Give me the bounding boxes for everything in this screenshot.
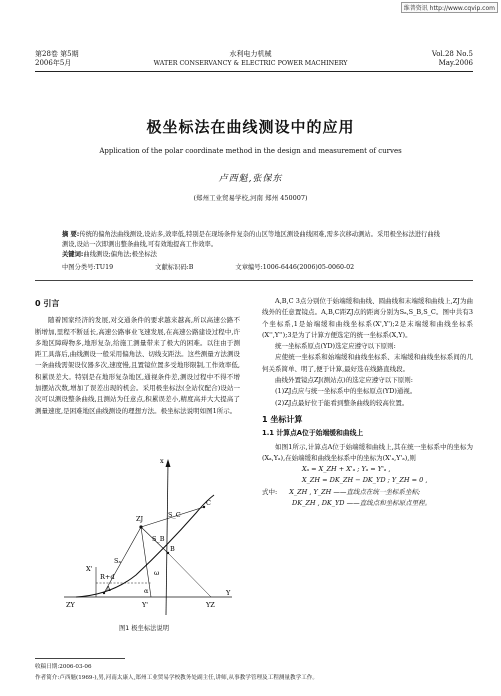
point-c (203, 506, 205, 508)
formula-3-row (262, 487, 473, 498)
paragraph-points: A,B,C 3点分别位于始端缓和曲线、圆曲线和末端缓和曲线上,ZJ为曲线外的任意置镜点。A,B,C距ZJ点的距离分别为Sₐ,S_B,S_C。图中共有3个坐标系,1是始端缓和曲线坐标系(X',Y');2是末端缓和曲线坐标系(X'',Y'');3是为了计算方便选定的统一坐标系(X,Y)。 (262, 297, 473, 339)
section-heading-1: 1 坐标计算 (262, 414, 303, 424)
axis-x-unified (166, 463, 168, 615)
label-zy: ZY (66, 601, 75, 609)
right-column (262, 296, 473, 509)
footnote-rule (35, 658, 125, 659)
keywords-label: 关键词: (62, 251, 84, 258)
paragraph-rule-2: (2)ZJ点最好位于能看到整条曲线的较高位置。 (275, 398, 409, 407)
label-a: A (106, 585, 111, 593)
label-b: B (170, 545, 175, 553)
label-yz: YZ (206, 601, 215, 609)
label-sc: S_C (168, 511, 181, 519)
subsection-heading-1-1: 1.1 计算点A位于始端缓和曲线上 (262, 429, 364, 438)
point-a (103, 592, 105, 594)
header-rule (35, 71, 473, 72)
abstract (62, 230, 442, 260)
label-y: Y (226, 589, 231, 597)
label-c: C (206, 499, 211, 507)
formula-3-label: 式中: (262, 487, 278, 496)
paper-title-en: Application of the polar coordinate method in the design and measurement of curves (99, 147, 402, 155)
abstract-text: 传统的偏角法曲线测设,设站多,效率低,特别是在现场条件复杂的山区等地区测设曲线困难,需多次移动测站。采用极坐标法进行曲线测设,设站一次即测出整条曲线,可有效地提高工作效率。 (62, 231, 440, 248)
formula-1: Xₐ = X_ZH + X'ₐ ; Yₐ = Y'ₐ , (302, 465, 391, 474)
label-omega: ω (154, 569, 160, 577)
volume-en: Vol.28 No.5 (431, 50, 473, 58)
label-rd: R+d (100, 573, 115, 581)
header-center (0, 50, 501, 68)
label-zj: ZJ (136, 515, 144, 523)
paragraph-origin-detail: 应使统一坐标系和始端缓和曲线坐标系、末端缓和曲线坐标系间的几何关系简单、明了,便于计算,最好选在线路直线段。 (262, 353, 473, 373)
label-alpha: α (144, 587, 149, 595)
formula-3: X_ZH , Y_ZH ——直线点在统一坐标系坐标; (289, 487, 421, 496)
date-en: May.2006 (438, 59, 473, 67)
keywords: 曲线测设;偏角法;极坐标法 (83, 251, 157, 258)
affiliation: (郑州工业贸易学校,河南 郑州 450007) (193, 194, 308, 202)
line-yz (168, 553, 211, 597)
authors: 卢西魁,张保东 (218, 174, 283, 184)
label-yprime: Y' (142, 601, 149, 609)
watermark: 维普资讯 http://www.cqvip.com (401, 2, 498, 13)
journal-cn: 水利电力机械 (229, 50, 272, 58)
volume-cn: 第28卷 第5期 (35, 50, 79, 58)
journal-en: WATER CONSERVANCY & ELECTRIC POWER MACHINERY (153, 60, 348, 67)
label-sb: S_B (152, 535, 165, 543)
left-column (35, 298, 240, 417)
formula-2: X_ZH = DK_ZH − DK_YD ; Y_ZH = 0 , (302, 476, 428, 485)
abstract-label: 摘 要: (62, 231, 80, 238)
point-zj (139, 525, 142, 528)
paragraph-station-rule: 曲线外置镜点ZJ(测站点)的选定应遵守以下原则: (275, 376, 413, 385)
figure-caption: 图1 极坐标法说明 (118, 625, 170, 632)
label-sa: Sₐ (114, 557, 121, 565)
document-code: 文献标识码:B (155, 264, 194, 271)
classification-row (62, 262, 462, 271)
paragraph-rule-1: (1)ZJ点应与统一坐标系中的坐标原点(YD)通视。 (275, 387, 417, 396)
formula-4: DK_ZH , DK_YD ——直线点和坐标原点里程。 (292, 499, 432, 508)
date-cn: 2006年5月 (35, 59, 72, 67)
paragraph-point-a: 如图1所示,计算点A位于始端缓和曲线上,其在统一坐标系中的坐标为(Xₐ,Yₐ),在始端缓和曲线坐标系中的坐标为(X'ₐ,Y'ₐ),则 (262, 442, 473, 462)
label-xprime: X' (86, 565, 93, 573)
clc-number: 中图分类号:TU19 (62, 264, 114, 271)
label-x: x (160, 457, 164, 465)
figure-polar-diagram (56, 455, 236, 621)
intro-heading: 0 引言 (35, 299, 60, 308)
footnote-author: 作者简介:卢西魁(1969-),男,河南太康人,郑州工业贸易学校教务处副主任,讲师,从事教学管理及工程测量教学工作。 (35, 675, 318, 681)
header-right (432, 50, 473, 68)
paragraph-origin-rule: 统一坐标系原点(YD)选定应遵守以下原则: (275, 342, 396, 351)
article-number: 文章编号:1006-6446(2006)05-0060-02 (235, 264, 355, 271)
intro-paragraph: 随着国家经济的发展,对交通条件的要求越来越高,所以高速公路不断增加,里程不断延长,高速公路事业飞速发展,在高速公路建设过程中,许多地区障碍物多,地形复杂,给施工测量带来了极大的困难。以往由于测距工具落后,曲线测设一般采用偏角法、切线支距法。这些测量方法测设一条曲线需架设仪器多次,速度慢,且置镜位置多受地形限制,工作效率低,积累误差大。特别是在地形复杂地区,通视条件差,测设过程中不得不增加摆站次数,增加了误差出现的机会。采用极坐标法(全站仪配合)设站一次可以测设整条曲线,且测站为任意点,积累误差小,精度高并大大提高了测量速度,是困难地区曲线测设的理想方法。极坐标法说明如图1所示。 (35, 316, 240, 415)
footnote-received: 收稿日期:2006-03-06 (35, 664, 92, 670)
point-b (167, 552, 169, 554)
abstract-rule (35, 280, 473, 281)
paper-title: 极坐标法在曲线测设中的应用 (146, 118, 355, 136)
arrow-x (166, 459, 171, 467)
